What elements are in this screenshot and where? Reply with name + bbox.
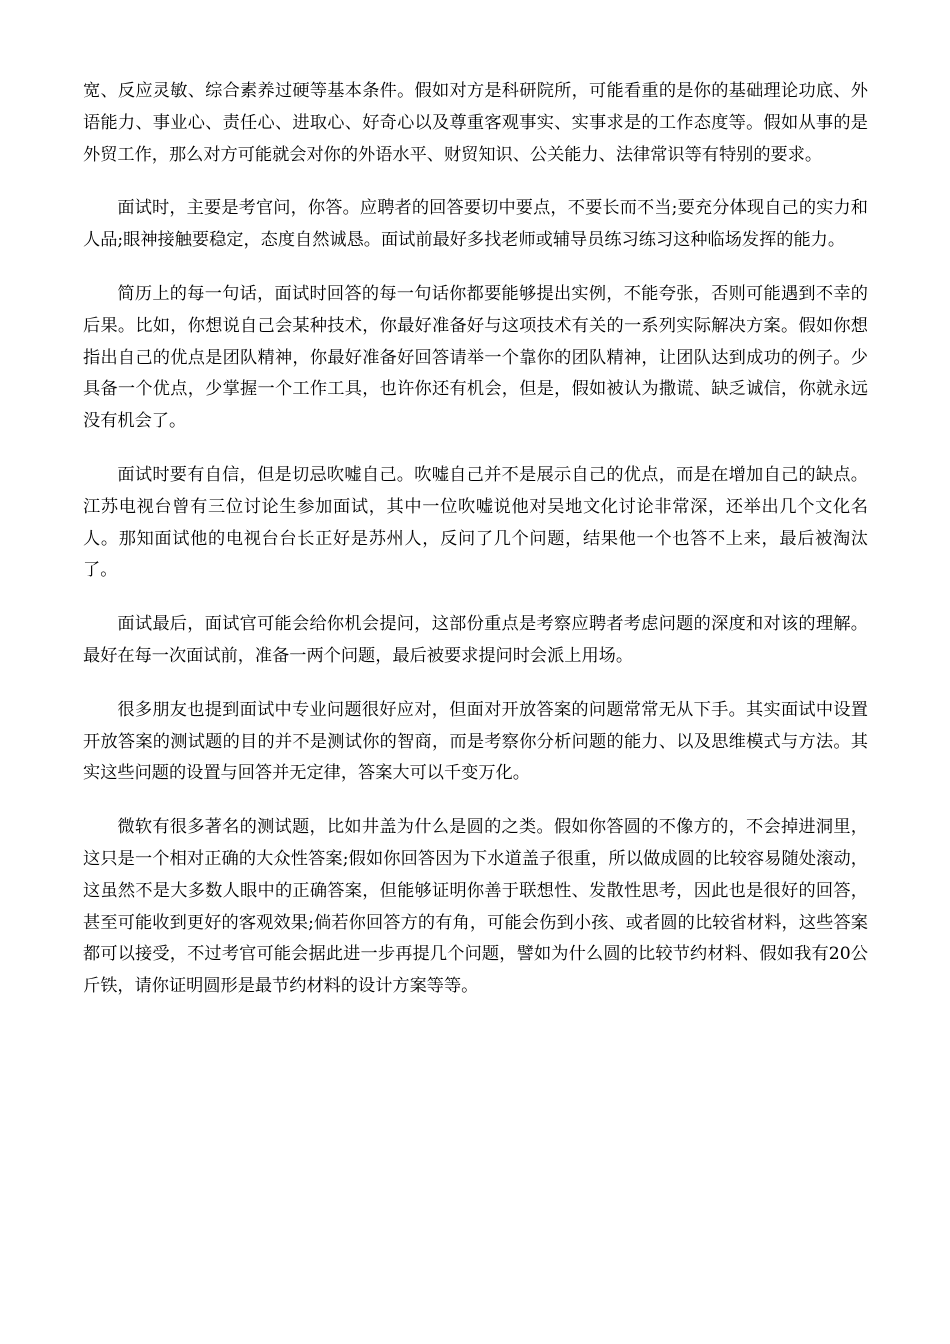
- paragraph-continuation: 宽、反应灵敏、综合素养过硬等基本条件。假如对方是科研院所，可能看重的是你的基础理论功底、外语能力、事业心、责任心、进取心、好奇心以及尊重客观事实、实事求是的工作态度等。假如从事的是外贸工作，那么对方可能就会对你的外语水平、财贸知识、公关能力、法律常识等有特别的要求。: [83, 81, 868, 165]
- paragraph-microsoft-questions: 微软有很多著名的测试题，比如井盖为什么是圆的之类。假如你答圆的不像方的，不会掉进洞里，这只是一个相对正确的大众性答案;假如你回答因为下水道盖子很重，所以做成圆的比较容易随处滚动，这虽然不是大多数人眼中的正确答案，但能够证明你善于联想性、发散性思考，因此也是很好的回答，甚至可能收到更好的客观效果;倘若你回答方的有角，可能会伤到小孩、或者圆的比较省材料，这些答案都可以接受，不过考官可能会据此进一步再提几个问题，譬如为什么圆的比较节约材料、假如我有20公斤铁，请你证明圆形是最节约材料的设计方案等等。: [83, 817, 868, 997]
- paragraph-asking-questions: 面试最后，面试官可能会给你机会提问，这部份重点是考察应聘者考虑问题的深度和对该的理解。最好在每一次面试前，准备一两个问题，最后被要求提问时会派上用场。: [83, 614, 868, 666]
- paragraph-interview-answers: 面试时，主要是考官问，你答。应聘者的回答要切中要点，不要长而不当;要充分体现自己的实力和人品;眼神接触要稳定，态度自然诚恳。面试前最好多找老师或辅导员练习练习这种临场发挥的能力。: [83, 198, 868, 251]
- paragraph-open-questions: 很多朋友也提到面试中专业问题很好应对，但面对开放答案的问题常常无从下手。其实面试中设置开放答案的测试题的目的并不是测试你的智商，而是考察你分析问题的能力、以及思维模式与方法。其实这些问题的设置与回答并无定律，答案大可以千变万化。: [83, 699, 868, 784]
- paragraph-confidence: 面试时要有自信，但是切忌吹嘘自己。吹嘘自己并不是展示自己的优点，而是在增加自己的缺点。江苏电视台曾有三位讨论生参加面试，其中一位吹嘘说他对吴地文化讨论非常深，还举出几个文化名人。那知面试他的电视台台长正好是苏州人，反问了几个问题，结果他一个也答不上来，最后被淘汰了。: [83, 464, 868, 581]
- document-page: [83, 76, 868, 1025]
- paragraph-resume-examples: 简历上的每一句话，面试时回答的每一句话你都要能够提出实例，不能夸张，否则可能遇到不幸的后果。比如，你想说自己会某种技术，你最好准备好与这项技术有关的一系列实际解决方案。假如你想指出自己的优点是团队精神，你最好准备好回答请举一个靠你的团队精神，让团队达到成功的例子。少具备一个优点，少掌握一个工作工具，也许你还有机会，但是，假如被认为撒谎、缺乏诚信，你就永远没有机会了。: [83, 283, 868, 432]
